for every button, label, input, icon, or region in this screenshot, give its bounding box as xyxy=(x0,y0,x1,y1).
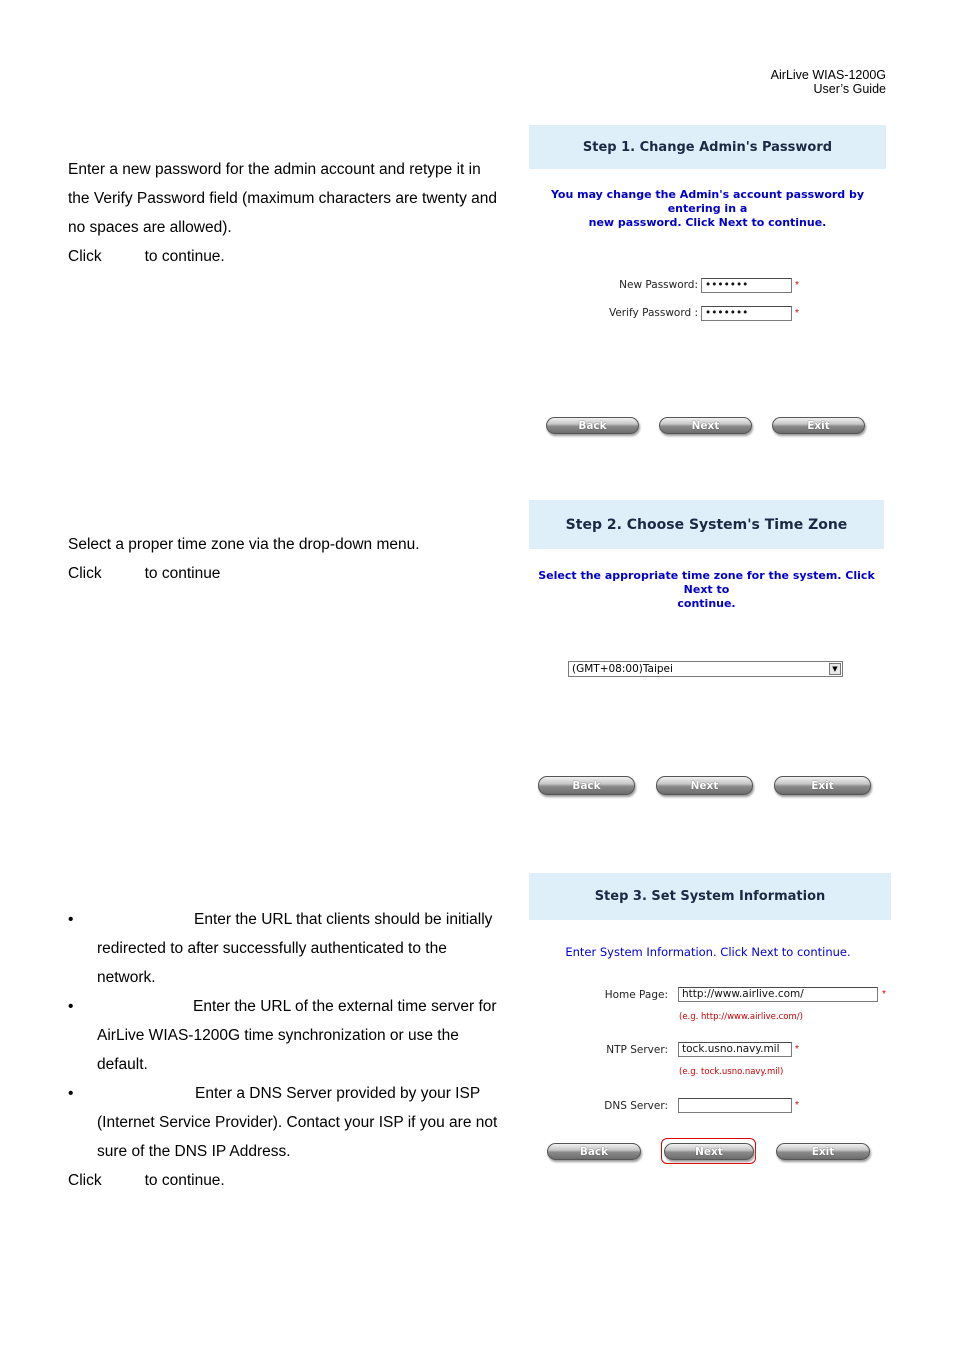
bullet-lead: Enter the URL of the external time server for xyxy=(193,998,497,1015)
step1-panel-title: Step 1. Change Admin's Password xyxy=(529,125,886,169)
bullet-text: network. xyxy=(97,969,156,986)
instruction-line: You may change the Admin's account password by entering in a xyxy=(550,188,865,215)
back-button[interactable]: Back xyxy=(547,1143,641,1160)
next-button[interactable]: Next xyxy=(664,1143,754,1160)
chevron-down-icon[interactable]: ▼ xyxy=(829,663,841,675)
required-mark: * xyxy=(795,1100,799,1111)
step2-panel-title: Step 2. Choose System's Time Zone xyxy=(529,500,884,549)
click-prefix: Click xyxy=(68,565,102,582)
step3-panel-title: Step 3. Set System Information xyxy=(529,873,891,920)
click-suffix: to continue. xyxy=(144,248,225,265)
back-button[interactable]: Back xyxy=(538,776,635,795)
step1-text-line: Enter a new password for the admin account and retype it in xyxy=(68,161,481,178)
home-page-input[interactable]: http://www.airlive.com/ xyxy=(678,987,878,1002)
home-page-label: Home Page: xyxy=(604,989,668,1001)
step1-text-line: the Verify Password field (maximum characters are twenty and xyxy=(68,190,498,207)
timezone-select[interactable] xyxy=(568,661,843,677)
step2-click-line xyxy=(68,559,518,588)
ntp-server-input[interactable]: tock.usno.navy.mil xyxy=(678,1042,792,1057)
step1-text-line: no spaces are allowed). xyxy=(68,219,232,236)
bullet-text: redirected to after successfully authenticated to the xyxy=(97,940,447,957)
step3-panel-instruction: Enter System Information. Click Next to continue. xyxy=(565,945,851,959)
header-guide: User’s Guide xyxy=(813,82,886,96)
instruction-line: continue. xyxy=(677,597,736,610)
bullet-text: default. xyxy=(97,1056,148,1073)
ntp-server-hint: (e.g. tock.usno.navy.mil) xyxy=(679,1067,784,1077)
exit-button[interactable]: Exit xyxy=(776,1143,870,1160)
back-button[interactable]: Back xyxy=(546,417,639,434)
page-header xyxy=(771,68,886,96)
step3-bullet-list xyxy=(68,905,518,1195)
verify-password-field[interactable]: ••••••• xyxy=(701,306,792,321)
exit-button[interactable]: Exit xyxy=(774,776,871,795)
verify-password-label: Verify Password : xyxy=(608,307,698,319)
step1-panel-instruction xyxy=(529,188,886,230)
required-mark: * xyxy=(795,1044,799,1055)
required-mark: * xyxy=(795,280,799,291)
step2-description xyxy=(68,530,518,588)
dns-server-label: DNS Server: xyxy=(604,1100,668,1112)
bullet-lead: Enter the URL that clients should be initially xyxy=(194,911,493,928)
step1-click-line xyxy=(68,242,518,271)
timezone-selected-value: (GMT+08:00)Taipei xyxy=(572,663,673,675)
home-page-hint: (e.g. http://www.airlive.com/) xyxy=(679,1012,803,1022)
exit-button[interactable]: Exit xyxy=(772,417,865,434)
bullet-icon: • xyxy=(68,1085,74,1102)
list-item xyxy=(68,905,518,992)
header-product: AirLive WIAS-1200G xyxy=(770,68,886,82)
instruction-line: Select the appropriate time zone for the system. Click Next to xyxy=(538,569,875,596)
required-mark: * xyxy=(795,308,799,319)
step3-click-line xyxy=(68,1166,518,1195)
required-mark: * xyxy=(882,989,886,1000)
new-password-label: New Password: xyxy=(619,279,698,291)
click-suffix: to continue. xyxy=(144,1172,225,1189)
ntp-server-label: NTP Server: xyxy=(606,1044,668,1056)
bullet-icon: • xyxy=(68,998,74,1015)
bullet-text: (Internet Service Provider). Contact your ISP if you are not xyxy=(97,1114,498,1131)
next-button[interactable]: Next xyxy=(659,417,752,434)
bullet-icon: • xyxy=(68,911,74,928)
click-prefix: Click xyxy=(68,248,102,265)
dns-server-input[interactable] xyxy=(678,1098,792,1113)
bullet-text: sure of the DNS IP Address. xyxy=(97,1143,291,1160)
next-button[interactable]: Next xyxy=(656,776,753,795)
step2-panel-instruction xyxy=(529,569,884,611)
new-password-field[interactable]: ••••••• xyxy=(701,278,792,293)
click-suffix: to continue xyxy=(144,565,221,582)
step1-description xyxy=(68,155,518,271)
list-item xyxy=(68,1079,518,1166)
bullet-lead: Enter a DNS Server provided by your ISP xyxy=(195,1085,481,1102)
instruction-line: new password. Click Next to continue. xyxy=(588,216,827,229)
click-prefix: Click xyxy=(68,1172,102,1189)
list-item xyxy=(68,992,518,1079)
step2-text-line: Select a proper time zone via the drop-down menu. xyxy=(68,536,420,553)
bullet-text: AirLive WIAS-1200G time synchronization or use the xyxy=(97,1027,459,1044)
